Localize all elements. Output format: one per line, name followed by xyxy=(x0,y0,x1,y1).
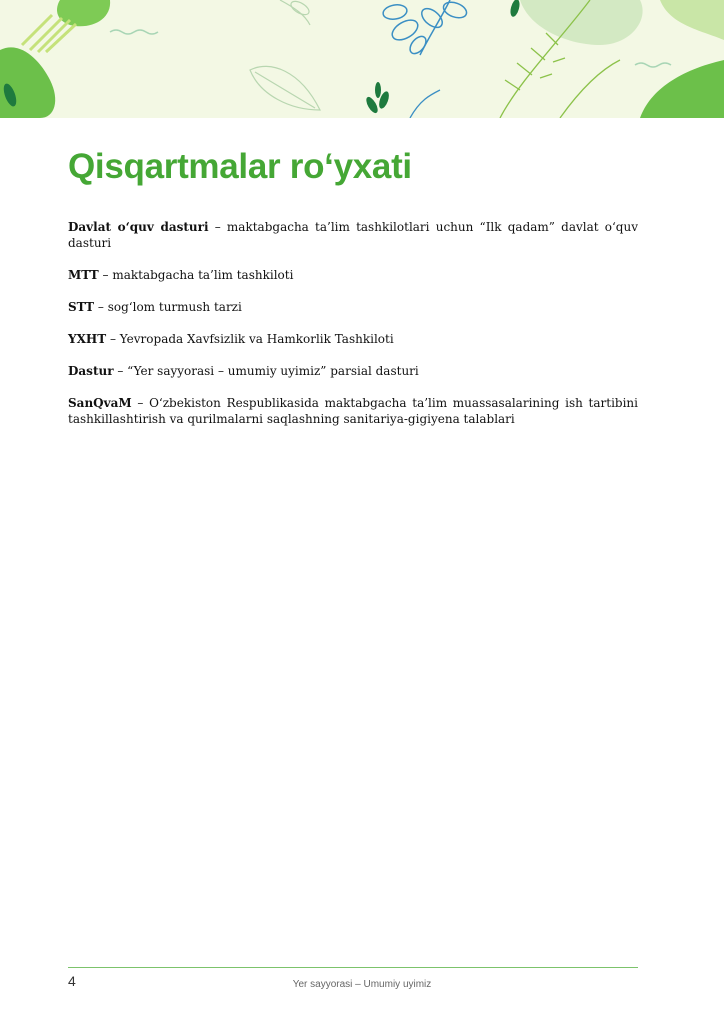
abbreviation-definition: – Yevropada Xavfsizlik va Hamkorlik Tashkiloti xyxy=(106,332,394,346)
abbreviation-definition: – sog‘lom turmush tarzi xyxy=(94,300,242,314)
abbreviation-definition: – maktabgacha ta’lim tashkiloti xyxy=(98,268,294,282)
abbreviation-item xyxy=(68,395,638,427)
abbreviation-item xyxy=(68,267,638,283)
abbreviation-definition: – O‘zbekiston Respublikasida maktabgacha ta’lim muassasalarining ish tartibini tashkillashtirish va qurilmalarni saqlashning sanitariya-gigiyena talablari xyxy=(68,396,638,426)
abbreviation-term: SanQvaM xyxy=(68,396,132,410)
abbreviation-definition: – “Yer sayyorasi – umumiy uyimiz” parsial dasturi xyxy=(113,364,419,378)
abbreviation-list xyxy=(68,219,638,443)
abbreviation-term: Dastur xyxy=(68,364,114,378)
abbreviation-item xyxy=(68,219,638,251)
abbreviation-item xyxy=(68,331,638,347)
leaf-pattern-illustration xyxy=(0,0,724,118)
abbreviation-term: MTT xyxy=(68,268,99,282)
abbreviation-term: STT xyxy=(68,300,95,314)
abbreviation-item xyxy=(68,299,638,315)
abbreviation-item xyxy=(68,363,638,379)
abbreviation-term: Davlat o‘quv dasturi xyxy=(68,220,209,234)
footer-divider xyxy=(68,967,638,968)
page-title: Qisqartmalar ro‘yxati xyxy=(68,147,412,186)
decorative-header-banner xyxy=(0,0,724,118)
page-number: 4 xyxy=(68,973,76,989)
abbreviation-definition: – maktabgacha ta’lim tashkilotlari uchun “Ilk qadam” davlat o‘quv dasturi xyxy=(68,220,638,250)
footer-book-title: Yer sayyorasi – Umumiy uyimiz xyxy=(292,979,432,990)
abbreviation-term: YXHT xyxy=(68,332,107,346)
